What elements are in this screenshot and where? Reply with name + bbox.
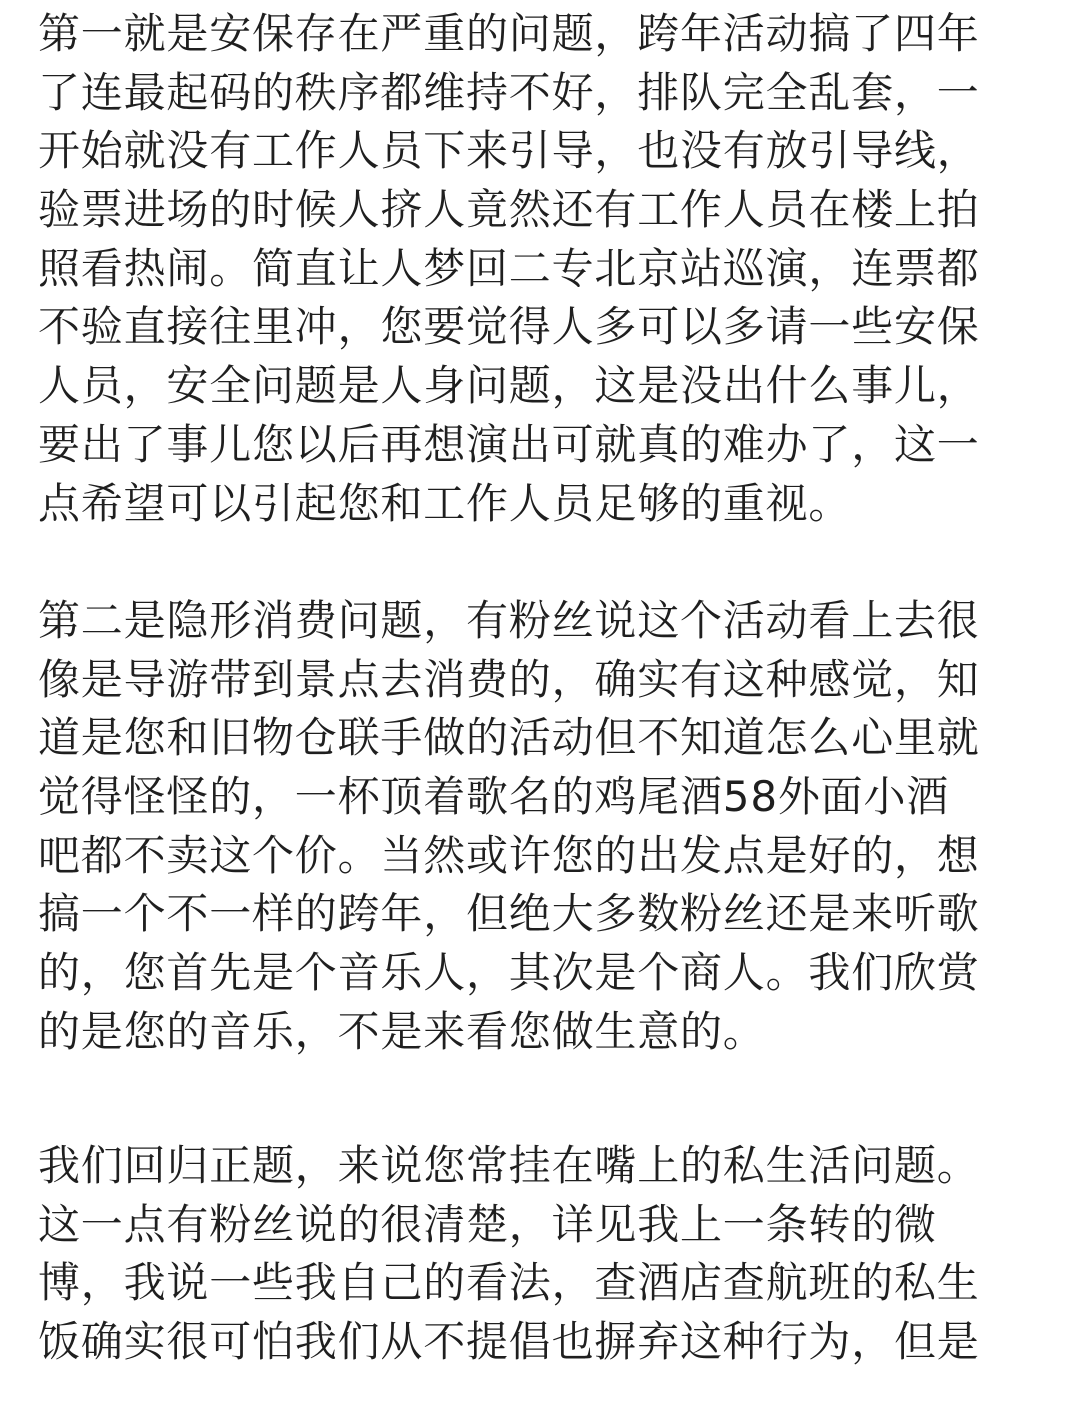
text-line: 我们回归正题，来说您常挂在嘴上的私生活问题。 bbox=[38, 1141, 980, 1190]
paragraph-security bbox=[38, 5, 980, 533]
text-line: 验票进场的时候人挤人竟然还有工作人员在楼上拍 bbox=[38, 185, 980, 235]
text-line: 饭确实很可怕我们从不提倡也摒弃这种行为，但是 bbox=[38, 1317, 980, 1367]
text-line: 这一点有粉丝说的很清楚，详见我上一条转的微 bbox=[38, 1199, 937, 1249]
text-line: 照看热闹。简直让人梦回二专北京站巡演，连票都 bbox=[38, 243, 980, 293]
text-line: 第二是隐形消费问题，有粉丝说这个活动看上去很 bbox=[38, 596, 980, 645]
text-line: 点希望可以引起您和工作人员足够的重视。 bbox=[38, 478, 852, 528]
text-line: 人员，安全问题是人身问题，这是没出什么事儿， bbox=[38, 361, 980, 411]
text-line: 像是导游带到景点去消费的，确实有这种感觉，知 bbox=[38, 654, 980, 704]
text-line: 觉得怪怪的，一杯顶着歌名的鸡尾酒58外面小酒 bbox=[38, 772, 950, 822]
text-line: 吧都不卖这个价。当然或许您的出发点是好的，想 bbox=[38, 830, 980, 880]
text-line: 了连最起码的秩序都维持不好，排队完全乱套，一 bbox=[38, 67, 980, 117]
paragraph-hidden-consumption bbox=[38, 592, 980, 1062]
text-line: 道是您和旧物仓联手做的活动但不知道怎么心里就 bbox=[38, 713, 980, 763]
text-line: 的，您首先是个音乐人，其次是个商人。我们欣赏 bbox=[38, 948, 980, 998]
text-line: 第一就是安保存在严重的问题，跨年活动搞了四年 bbox=[38, 9, 980, 58]
text-line: 博，我说一些我自己的看法，查酒店查航班的私生 bbox=[38, 1258, 980, 1308]
paragraph-private-life bbox=[38, 1137, 980, 1372]
text-line: 要出了事儿您以后再想演出可就真的难办了，这一 bbox=[38, 419, 980, 469]
text-line: 的是您的音乐，不是来看您做生意的。 bbox=[38, 1006, 766, 1056]
text-line: 不验直接往里冲，您要觉得人多可以多请一些安保 bbox=[38, 302, 980, 352]
text-line: 开始就没有工作人员下来引导，也没有放引导线， bbox=[38, 126, 980, 176]
text-line: 搞一个不一样的跨年，但绝大多数粉丝还是来听歌 bbox=[38, 889, 980, 939]
